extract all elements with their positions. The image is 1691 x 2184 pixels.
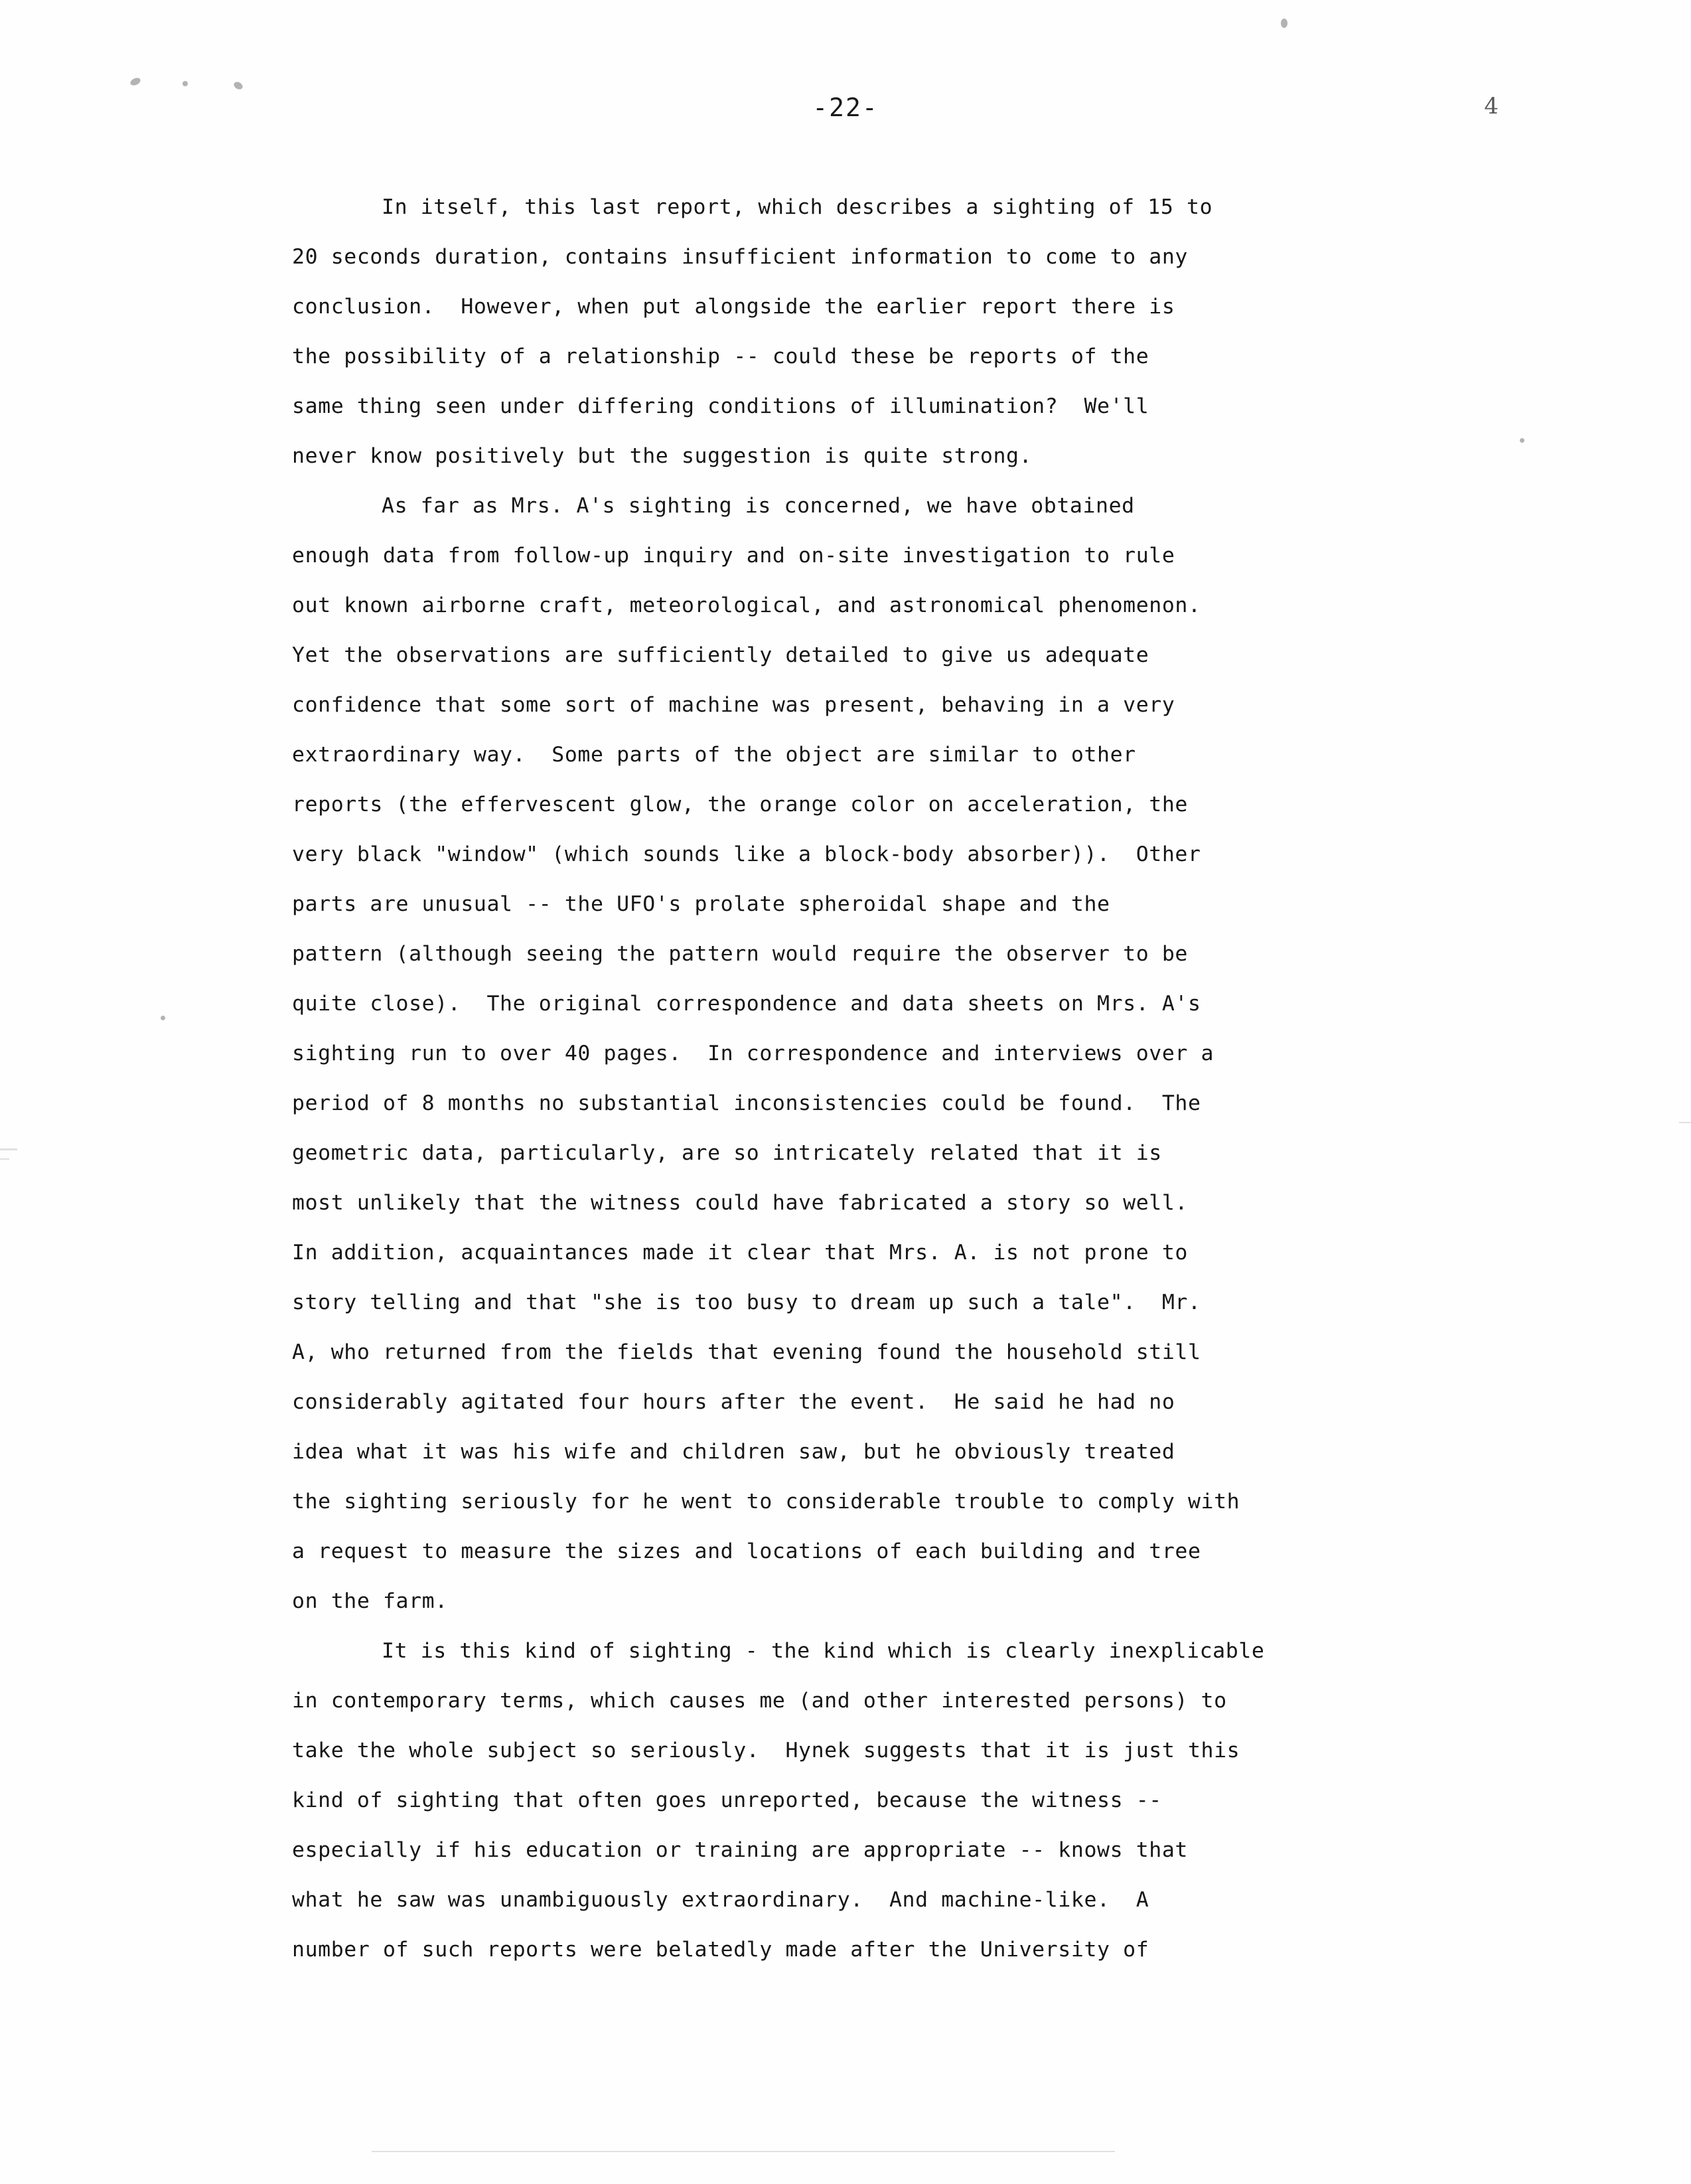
paragraph <box>292 1626 1493 1975</box>
text-line: very black "window" (which sounds like a block-body absorber)). Other <box>292 842 1201 866</box>
text-line: number of such reports were belatedly made after the University of <box>292 1938 1149 1962</box>
text-line: the possibility of a relationship -- could these be reports of the <box>292 345 1149 368</box>
text-line: out known airborne craft, meteorological, and astronomical phenomenon. <box>292 593 1201 617</box>
text-line: confidence that some sort of machine was present, behaving in a very <box>292 693 1175 717</box>
text-line: geometric data, particularly, are so intricately related that it is <box>292 1141 1162 1165</box>
text-line: parts are unusual -- the UFO's prolate spheroidal shape and the <box>292 892 1110 916</box>
text-line: pattern (although seeing the pattern would require the observer to be <box>292 942 1188 966</box>
paragraph <box>292 481 1493 1626</box>
text-line: conclusion. However, when put alongside the earlier report there is <box>292 295 1175 319</box>
text-line: same thing seen under differing conditions of illumination? We'll <box>292 394 1149 418</box>
text-line: kind of sighting that often goes unreported, because the witness -- <box>292 1788 1162 1812</box>
text-line: enough data from follow-up inquiry and on-site investigation to rule <box>292 544 1175 568</box>
text-line: 20 seconds duration, contains insufficient information to come to any <box>292 245 1188 269</box>
text-line: Yet the observations are sufficiently detailed to give us adequate <box>292 643 1149 667</box>
text-line: take the whole subject so seriously. Hynek suggests that it is just this <box>292 1739 1240 1762</box>
text-line: period of 8 months no substantial inconsistencies could be found. The <box>292 1091 1201 1115</box>
text-line: especially if his education or training are appropriate -- knows that <box>292 1838 1188 1862</box>
text-line: In itself, this last report, which describes a sighting of 15 to <box>382 195 1213 219</box>
text-line: most unlikely that the witness could have fabricated a story so well. <box>292 1191 1188 1215</box>
document-body <box>292 183 1493 1975</box>
scan-speck <box>1520 438 1524 443</box>
scan-speck <box>183 81 188 86</box>
text-line: quite close). The original correspondence and data sheets on Mrs. A's <box>292 992 1201 1016</box>
scan-speck <box>1281 19 1287 28</box>
text-line: sighting run to over 40 pages. In correspondence and interviews over a <box>292 1042 1214 1065</box>
page-number: -22- <box>812 93 879 122</box>
text-line: reports (the effervescent glow, the orange color on acceleration, the <box>292 793 1188 817</box>
scan-speck <box>161 1016 165 1020</box>
text-line: in contemporary terms, which causes me (and other interested persons) to <box>292 1689 1227 1713</box>
scan-edge-line <box>0 1158 9 1160</box>
text-line: It is this kind of sighting - the kind which is clearly inexplicable <box>382 1639 1265 1663</box>
text-line: A, who returned from the fields that evening found the household still <box>292 1340 1201 1364</box>
scan-speck <box>129 76 142 87</box>
text-line: In addition, acquaintances made it clear that Mrs. A. is not prone to <box>292 1241 1188 1265</box>
text-line: what he saw was unambiguously extraordinary. And machine-like. A <box>292 1888 1149 1912</box>
corner-mark: 4 <box>1484 93 1499 119</box>
paragraph <box>292 183 1493 481</box>
scan-edge-line <box>0 1148 17 1150</box>
text-line: As far as Mrs. A's sighting is concerned, we have obtained <box>382 494 1135 518</box>
text-line: the sighting seriously for he went to considerable trouble to comply with <box>292 1490 1240 1514</box>
text-line: a request to measure the sizes and locations of each building and tree <box>292 1539 1201 1563</box>
text-line: considerably agitated four hours after the event. He said he had no <box>292 1390 1175 1414</box>
text-line: never know positively but the suggestion is quite strong. <box>292 444 1033 468</box>
scan-edge-line <box>372 2151 1115 2152</box>
text-line: extraordinary way. Some parts of the object are similar to other <box>292 743 1136 767</box>
scan-edge-line <box>1679 1122 1691 1123</box>
scan-speck <box>232 80 244 91</box>
text-line: idea what it was his wife and children saw, but he obviously treated <box>292 1440 1175 1464</box>
text-line: on the farm. <box>292 1589 448 1613</box>
text-line: story telling and that "she is too busy to dream up such a tale". Mr. <box>292 1290 1201 1314</box>
